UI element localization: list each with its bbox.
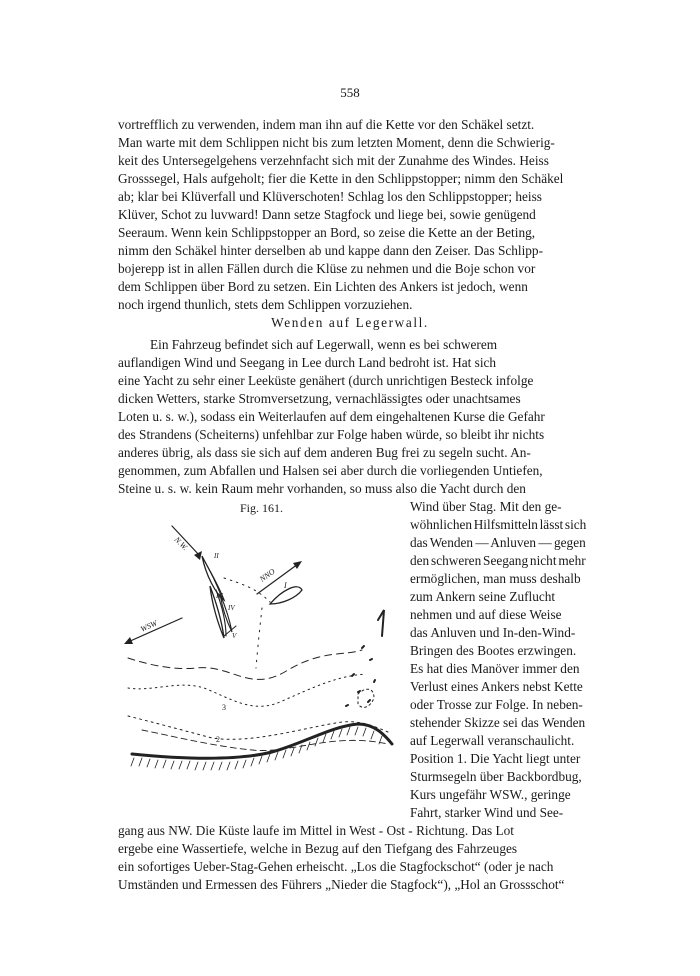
text-line: Bringen des Bootes erzwingen. — [410, 643, 577, 658]
text-line: wöhnlichen Hilfsmitteln lässt sich — [410, 517, 587, 532]
text-line: oder Trosse zur Folge. In neben- — [410, 697, 583, 712]
text-line: Sturmsegeln über Backbordbug, — [410, 769, 582, 784]
text-line: Position 1. Die Yacht liegt unter — [410, 751, 581, 766]
depth-contour-3 — [128, 674, 366, 706]
text-line: Seeraum. Wenn kein Schlippstopper an Bord, so zeise die Kette an der Beting, — [118, 225, 536, 240]
text-line: des Strandens (Scheiterns) unfehlbar zur Folge haben würde, so bleibt ihr nichts — [118, 427, 545, 442]
text-line: auflandigen Wind und Seegang in Lee durch Land bedroht ist. Hat sich — [118, 355, 497, 370]
label-depth-3: 3 — [222, 703, 226, 712]
text-line: nimm den Schäkel hinter derselben ab und kappe dann den Zeiser. Das Schlipp- — [118, 243, 544, 258]
text-line: Loten u. s. w.), sodass ein Weiterlaufen auf dem eingehaltenen Kurse die Gefahr — [118, 409, 545, 424]
coastline — [132, 724, 392, 758]
text-line: nehmen und auf diese Weise — [410, 607, 562, 622]
text-line: stehender Skizze sei das Wenden — [410, 715, 586, 730]
text-line-indented: Ein Fahrzeug befindet sich auf Legerwall, wenn es bei schwerem — [150, 337, 498, 352]
label-position-3: III — [216, 592, 223, 600]
text-line: gang aus NW. Die Küste laufe im Mittel in West - Ost - Richtung. Das Lot — [118, 823, 514, 838]
label-position-1: I — [284, 581, 287, 590]
text-line: genommen, zum Abfallen und Halsen sei aber durch die vorliegenden Untiefen, — [118, 463, 543, 478]
figure-caption: Fig. 161. — [240, 501, 284, 515]
label-position-4: IV — [228, 604, 235, 612]
text-line: das Anluven und In-den-Wind- — [410, 625, 576, 640]
text-line: Verlust eines Ankers nebst Kette — [410, 679, 583, 694]
text-line: Es hat dies Manöver immer den — [410, 661, 580, 676]
label-course-nno: NNO — [257, 566, 277, 584]
text-line: Steine u. s. w. kein Raum mehr vorhanden, so muss also die Yacht durch den — [118, 481, 526, 496]
text-line: ermöglichen, man muss deshalb — [410, 571, 581, 586]
label-position-2: II — [214, 552, 219, 560]
label-course-wsw: WSW — [139, 618, 159, 634]
depth-contour-outer — [128, 650, 362, 679]
coastline-hatching — [131, 727, 382, 770]
depth-contour-2 — [128, 716, 388, 739]
beacon-mark — [378, 610, 384, 636]
label-wind-nw: N.W. — [172, 535, 190, 553]
course-arrowhead-nno — [293, 561, 302, 569]
text-line: Wind über Stag. Mit den ge- — [410, 499, 562, 514]
text-line: keit des Untersegelgehens verzehnfacht sich mit der Zunahme des Windes. Heiss — [118, 153, 549, 168]
text-line: dem Schlippen über Bord zu setzen. Ein Lichten des Ankers ist jedoch, wenn — [118, 279, 528, 294]
text-line: Umständen und Ermessen des Führers „Nieder die Stagfock“), „Hol an Grossschot“ — [118, 877, 565, 892]
text-line: vortrefflich zu verwenden, indem man ihn auf die Kette vor den Schäkel setzt. — [118, 117, 535, 132]
text-line-last: noch irgend thunlich, stets dem Schlippen vorzuziehen. — [118, 297, 413, 312]
text-line: Fahrt, starker Wind und See- — [410, 805, 564, 820]
text-line: ein sofortiges Ueber-Stag-Gehen erheischt. „Los die Stagfockschot“ (oder je nach — [118, 859, 554, 874]
text-line: bojerepp ist in allen Fällen durch die Klüse zu nehmen und die Boje schon vor — [118, 261, 536, 276]
label-depth-2: 2 — [216, 735, 220, 744]
label-position-5: V — [232, 632, 237, 640]
section-heading: Wenden auf Legerwall. — [271, 315, 429, 330]
text-line: eine Yacht zu sehr einer Leeküste genähert (durch unrichtigen Besteck infolge — [118, 373, 534, 388]
text-line: das Wenden — Anluven — gegen — [410, 535, 586, 550]
text-line: den schweren Seegang nicht mehr — [410, 553, 586, 568]
text-line: ab; klar bei Klüverfall und Klüverschoten! Schlag los den Schlippstopper; heiss — [118, 189, 542, 204]
text-line: Kurs ungefähr WSW., geringe — [410, 787, 571, 802]
text-line: Klüver, Schot zu luvward! Dann setze Stagfock und liege bei, sowie genügend — [118, 207, 536, 222]
text-line: zum Ankern seine Zuflucht — [410, 589, 556, 604]
text-line: anderes übrig, als dass sie sich auf dem anderen Bug frei zu segeln sucht. An- — [118, 445, 531, 460]
page-number: 558 — [340, 85, 360, 100]
text-line: auf Legerwall veranschaulicht. — [410, 733, 575, 748]
wind-arrowhead-nw — [194, 551, 202, 560]
text-line: ergebe eine Wassertiefe, welche in Bezug auf den Tiefgang des Fahrzeuges — [118, 841, 518, 856]
text-line: Grosssegel, Hals aufgeholt; fier die Kette in den Schlippstopper; nimm den Schäkel — [118, 171, 564, 186]
figure-legerwall-sketch — [112, 518, 402, 780]
text-line: dicken Wetters, starke Stromversetzung, vernachlässigtes oder unachtsames — [118, 391, 521, 406]
text-line: Man warte mit dem Schlippen nicht bis zum letzten Moment, denn die Schwierig- — [118, 135, 555, 150]
